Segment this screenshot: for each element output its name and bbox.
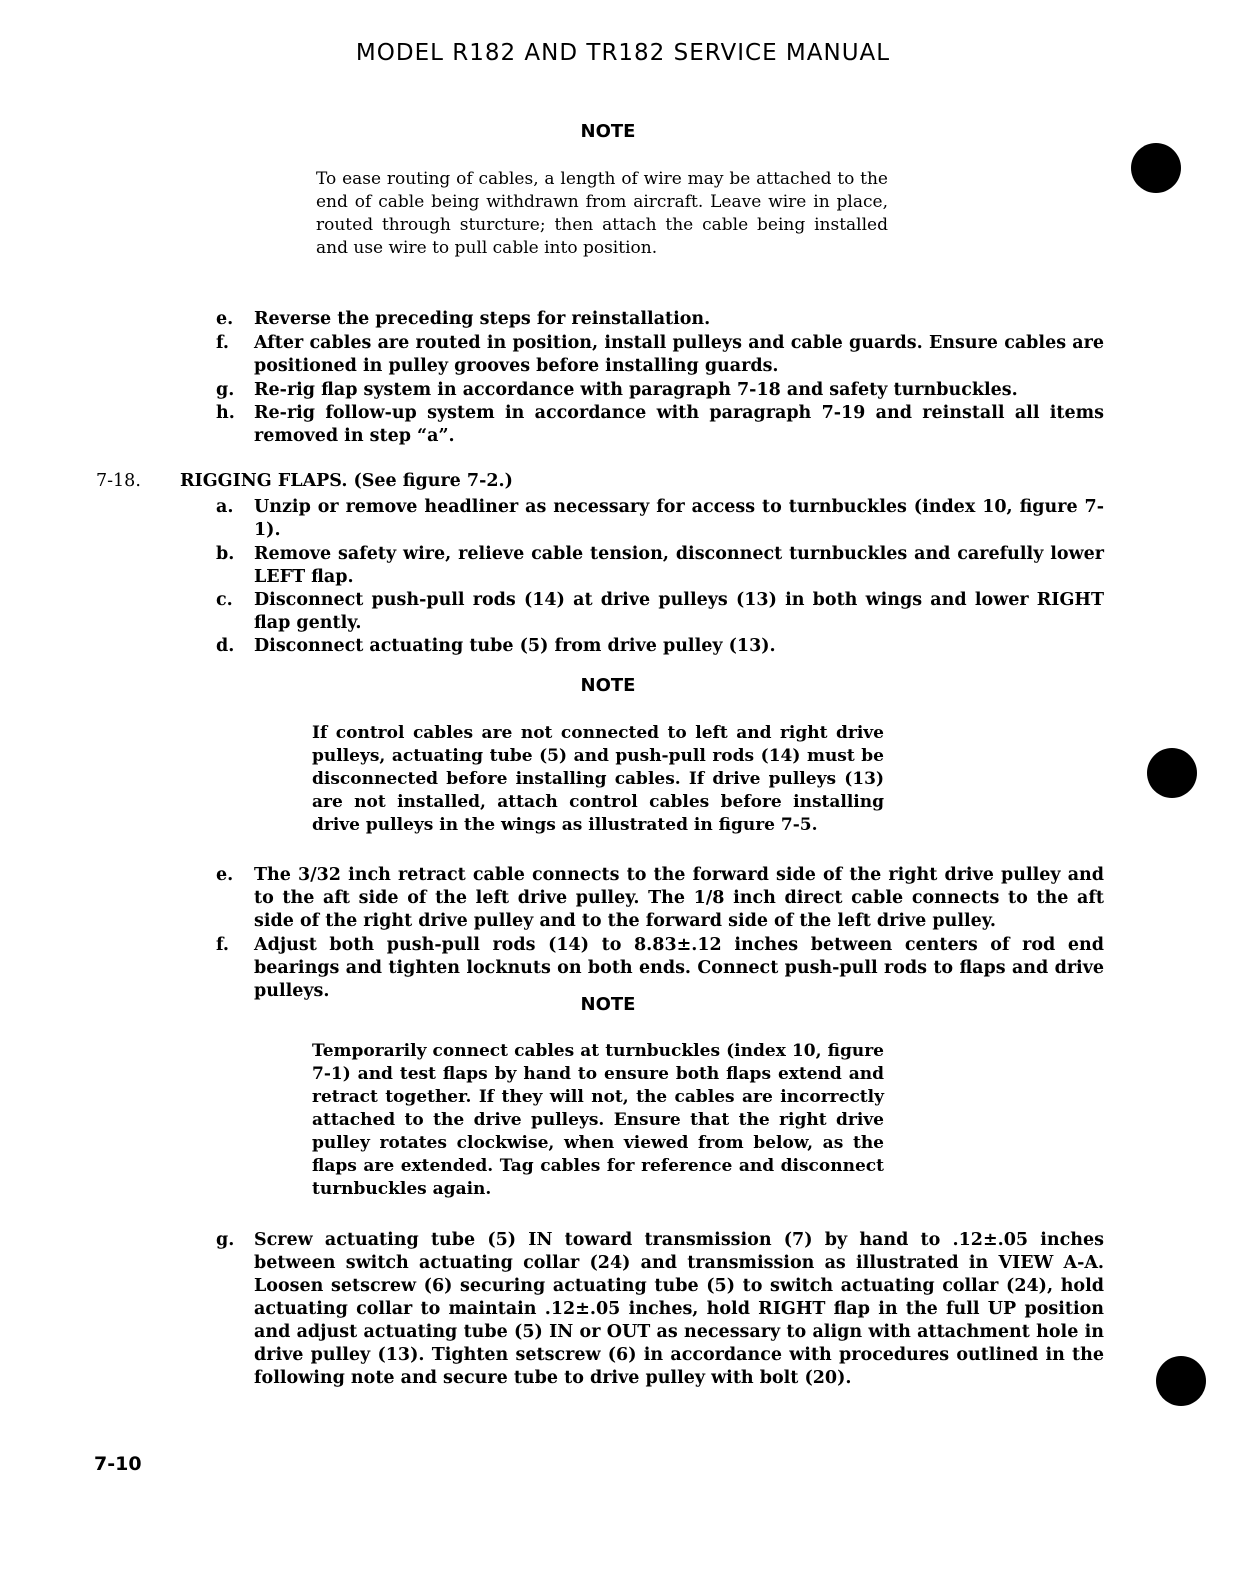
step-letter: c.	[216, 590, 233, 610]
page-number: 7-10	[94, 1453, 142, 1475]
section-title: RIGGING FLAPS. (See figure 7-2.)	[180, 471, 513, 491]
step-e-reinstall	[216, 308, 1104, 331]
step-g-rerig-flap	[216, 379, 1104, 402]
step-text: Reverse the preceding steps for reinstallation.	[254, 309, 711, 329]
step-text: Unzip or remove headliner as necessary for access to turnbuckles (index 10, figure 7-1).	[254, 497, 1104, 540]
step-text: Adjust both push-pull rods (14) to 8.83±.12 inches between centers of rod end bearings and tighten locknuts on both ends. Connect push-pull rods to flaps and drive pulleys.	[254, 935, 1104, 1001]
step-text: Disconnect push-pull rods (14) at drive pulleys (13) in both wings and lower RIGHT flap gently.	[254, 590, 1104, 633]
step-letter: h.	[216, 403, 235, 423]
step-text: Re-rig flap system in accordance with paragraph 7-18 and safety turnbuckles.	[254, 380, 1018, 400]
step-f-adjust-rods	[216, 934, 1104, 1003]
step-text: Disconnect actuating tube (5) from drive pulley (13).	[254, 636, 776, 656]
note-title: NOTE	[580, 675, 636, 696]
step-d-actuating-tube	[216, 635, 1104, 658]
step-letter: e.	[216, 865, 234, 885]
step-e-cable-connections	[216, 864, 1104, 933]
step-text: Remove safety wire, relieve cable tension, disconnect turnbuckles and carefully lower LEFT flap.	[254, 544, 1104, 587]
step-g-screw-actuating-tube	[216, 1229, 1104, 1390]
step-letter: b.	[216, 544, 235, 564]
step-letter: e.	[216, 309, 234, 329]
note-text: Temporarily connect cables at turnbuckles (index 10, figure 7-1) and test flaps by hand to ensure both flaps extend and retract together. If they will not, the cables are incorrectly attached to the drive pulleys. Ensure that the right drive pulley rotates clockwise, when viewed from below, as the flaps are extended. Tag cables for reference and disconnect turnbuckles again.	[312, 1041, 884, 1199]
step-letter: g.	[216, 380, 235, 400]
step-b-safety-wire	[216, 543, 1104, 589]
step-f-route-cables	[216, 332, 1104, 378]
step-letter: f.	[216, 333, 229, 353]
step-a-headliner	[216, 496, 1104, 542]
step-text: Screw actuating tube (5) IN toward transmission (7) by hand to .12±.05 inches between switch actuating collar (24) and transmission as illustrated in VIEW A-A. Loosen setscrew (6) securing actuating tube (5) to switch actuating collar (24), hold actuating collar to maintain .12±.05 inches, hold RIGHT flap in the full UP position and adjust actuating tube (5) IN or OUT as necessary to align with attachment hole in drive pulley (13). Tighten setscrew (6) in accordance with procedures outlined in the following note and secure tube to drive pulley with bolt (20).	[254, 1230, 1104, 1388]
binder-hole-top	[1131, 143, 1181, 193]
note-text: To ease routing of cables, a length of wire may be attached to the end of cable being withdrawn from aircraft. Leave wire in place, routed through sturcture; then attach the cable being installed and use wire to pull cable into position.	[316, 169, 888, 258]
binder-hole-bottom	[1156, 1356, 1206, 1406]
step-letter: g.	[216, 1230, 235, 1250]
step-letter: f.	[216, 935, 229, 955]
note-text: If control cables are not connected to left and right drive pulleys, actuating tube (5) and push-pull rods (14) must be disconnected before installing cables. If drive pulleys (13) are not installed, attach control cables before installing drive pulleys in the wings as illustrated in figure 7-5.	[312, 723, 884, 835]
binder-hole-middle	[1147, 748, 1197, 798]
note-title: NOTE	[580, 121, 636, 142]
step-c-push-pull-rods	[216, 589, 1104, 635]
section-number: 7-18.	[96, 471, 141, 491]
page-header: MODEL R182 AND TR182 SERVICE MANUAL	[355, 40, 891, 66]
step-letter: a.	[216, 497, 234, 517]
step-h-rerig-followup	[216, 402, 1104, 448]
step-letter: d.	[216, 636, 235, 656]
step-text: Re-rig follow-up system in accordance with paragraph 7-19 and reinstall all items removed in step “a”.	[254, 403, 1104, 446]
step-text: The 3/32 inch retract cable connects to the forward side of the right drive pulley and to the aft side of the left drive pulley. The 1/8 inch direct cable connects to the aft side of the right drive pulley and to the forward side of the left drive pulley.	[254, 865, 1104, 931]
step-text: After cables are routed in position, install pulleys and cable guards. Ensure cables are positioned in pulley grooves before installing guards.	[254, 333, 1104, 376]
note-title: NOTE	[580, 994, 636, 1015]
